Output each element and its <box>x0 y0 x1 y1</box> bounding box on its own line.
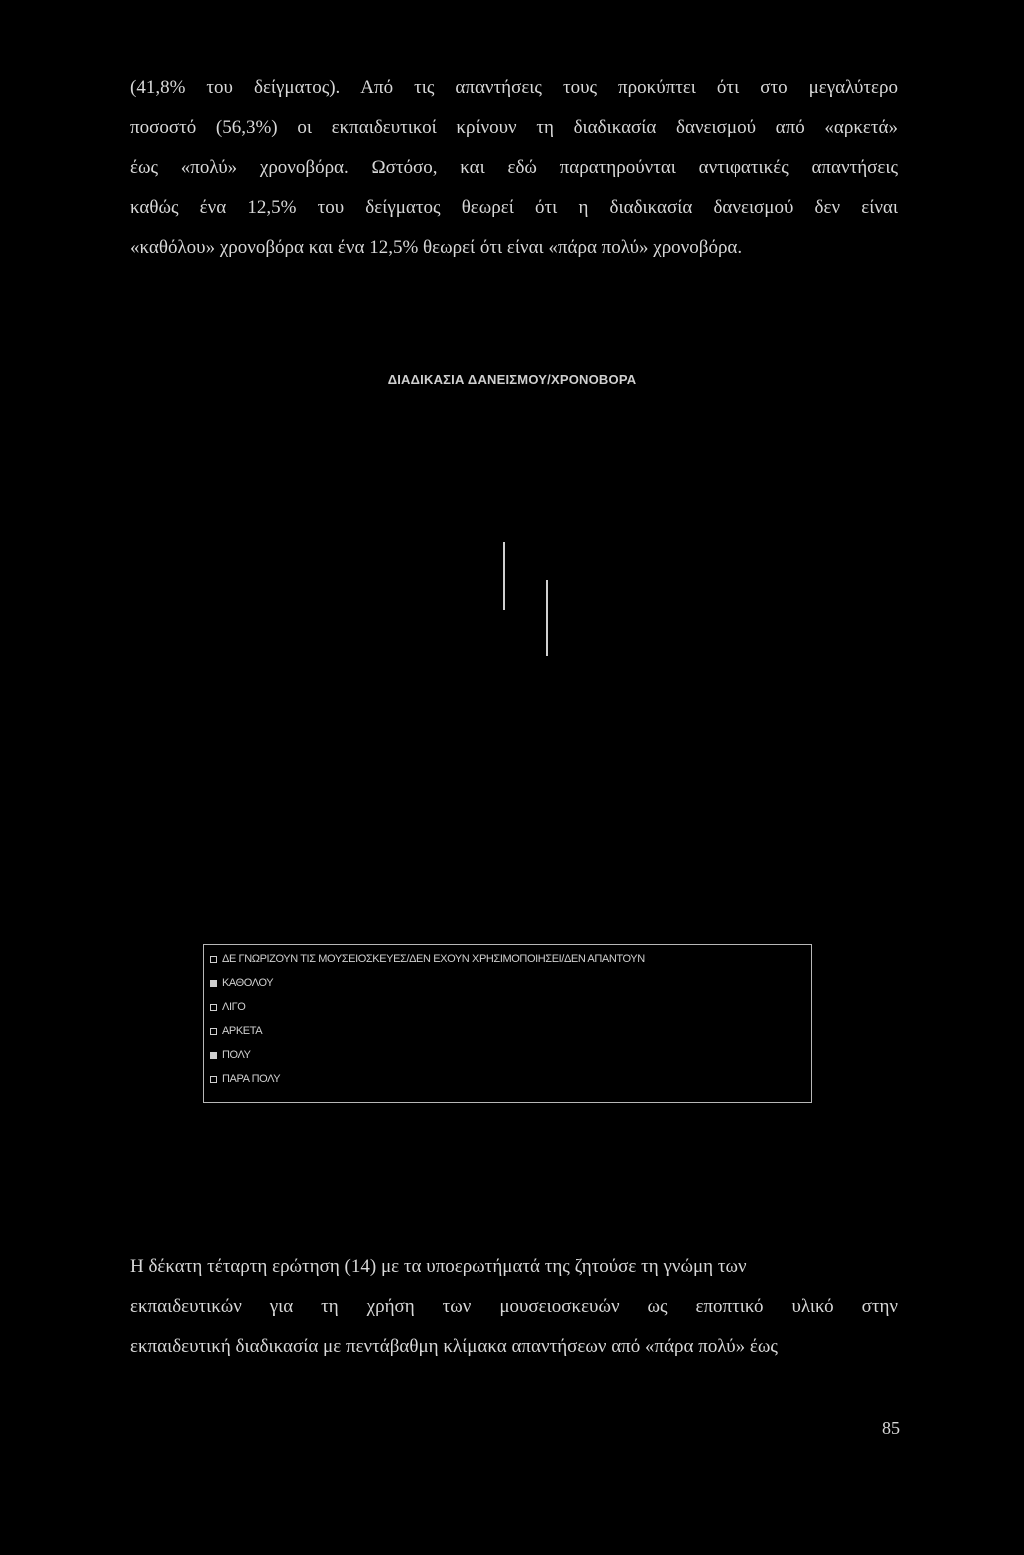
paragraph-line: «καθόλου» χρονοβόρα και ένα 12,5% θεωρεί ότι είναι «πάρα πολύ» χρονοβόρα. <box>130 237 743 258</box>
legend-swatch-hollow <box>210 1004 217 1011</box>
paragraph-line: καθώς ένα 12,5% του δείγματος θεωρεί ότι η διαδικασία δανεισμού δεν είναι <box>130 197 898 218</box>
legend-swatch-hollow <box>210 1076 217 1083</box>
chart-plot-area <box>0 500 1024 700</box>
legend-label: ΚΑΘΟΛΟΥ <box>222 977 274 989</box>
chart-marks <box>504 542 547 656</box>
legend-swatch-hollow <box>210 956 217 963</box>
legend-label: ΠΑΡΑ ΠΟΛΥ <box>222 1073 281 1085</box>
paragraph-line: εκπαιδευτικών για τη χρήση των μουσειοσκευών ως εποπτικό υλικό στην <box>130 1296 898 1317</box>
paragraph-top <box>130 68 898 268</box>
paragraph-line: ποσοστό (56,3%) οι εκπαιδευτικοί κρίνουν τη διαδικασία δανεισμού από «αρκετά» <box>130 117 898 138</box>
paragraph-line: εκπαιδευτική διαδικασία με πεντάβαθμη κλίμακα απαντήσεων από «πάρα πολύ» έως <box>130 1336 778 1357</box>
chart-legend <box>203 944 812 1103</box>
paragraph-line: Η δέκατη τέταρτη ερώτηση (14) με τα υποερωτήματά της ζητούσε τη γνώμη των <box>130 1256 747 1277</box>
legend-item <box>204 1025 811 1049</box>
paragraph-line: έως «πολύ» χρονοβόρα. Ωστόσο, και εδώ παρατηρούνται αντιφατικές απαντήσεις <box>130 157 898 178</box>
legend-label: ΛΙΓΟ <box>222 1001 246 1013</box>
paragraph-line: (41,8% του δείγματος). Από τις απαντήσεις τους προκύπτει ότι στο μεγαλύτερο <box>130 77 898 98</box>
legend-item <box>204 1073 811 1097</box>
legend-item <box>204 977 811 1001</box>
chart-title: ΔΙΑΔΙΚΑΣΙΑ ΔΑΝΕΙΣΜΟΥ/ΧΡΟΝΟΒΟΡΑ <box>387 372 637 387</box>
legend-label: ΔΕ ΓΝΩΡΙΖΟΥΝ ΤΙΣ ΜΟΥΣΕΙΟΣΚΕΥΕΣ/ΔΕΝ ΕΧΟΥΝ ΧΡΗΣΙΜΟΠΟΙΗΣΕΙ/ΔΕΝ ΑΠΑΝΤΟΥΝ <box>222 953 645 965</box>
legend-item <box>204 1049 811 1073</box>
legend-label: ΑΡΚΕΤΑ <box>222 1025 263 1037</box>
legend-swatch-filled <box>210 1052 217 1059</box>
legend-swatch-filled <box>210 980 217 987</box>
legend-item <box>204 953 811 977</box>
legend-label: ΠΟΛΥ <box>222 1049 251 1061</box>
legend-item <box>204 1001 811 1025</box>
page-number: 85 <box>882 1418 900 1438</box>
paragraph-bottom <box>130 1247 898 1367</box>
legend-swatch-hollow <box>210 1028 217 1035</box>
